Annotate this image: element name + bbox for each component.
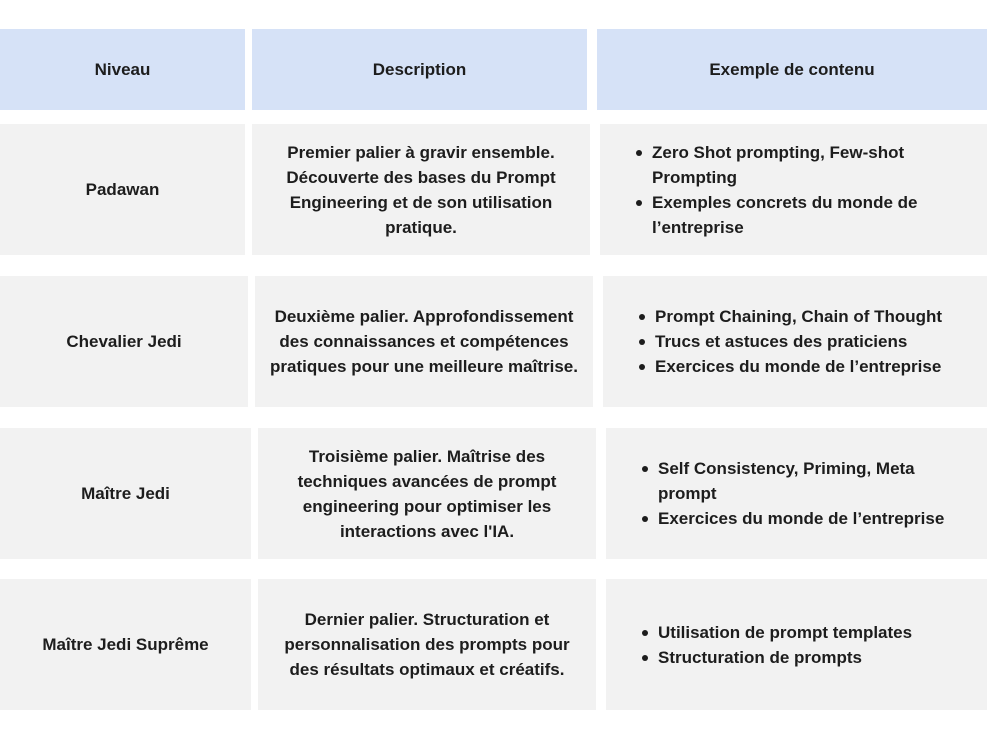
row-2-level bbox=[0, 276, 248, 407]
list-item: Structuration de prompts bbox=[606, 645, 987, 670]
row-1-description bbox=[252, 124, 590, 255]
header-example-label: Exemple de contenu bbox=[709, 60, 875, 79]
header-level-label: Niveau bbox=[94, 60, 151, 79]
list-item: Exercices du monde de l’entreprise bbox=[606, 506, 987, 531]
examples-list bbox=[606, 456, 987, 531]
description-text: Troisième palier. Maîtrise des techniques avancées de prompt engineering pour optimiser les interactions avec l'IA. bbox=[297, 446, 557, 541]
header-level bbox=[0, 29, 245, 110]
row-4-level bbox=[0, 579, 251, 710]
row-4-description bbox=[258, 579, 596, 710]
row-2-examples bbox=[603, 276, 987, 407]
list-item: Utilisation de prompt templates bbox=[606, 620, 987, 645]
description-text: Deuxième palier. Approfondissement des connaissances et compétences pratiques pour une meilleure maîtrise. bbox=[270, 307, 578, 376]
examples-list bbox=[600, 140, 987, 240]
row-3-examples bbox=[606, 428, 987, 559]
row-1-examples bbox=[600, 124, 987, 255]
level-name: Maître Jedi Suprême bbox=[42, 635, 209, 654]
examples-list bbox=[606, 620, 987, 670]
list-item: Trucs et astuces des praticiens bbox=[603, 329, 987, 354]
row-3-level bbox=[0, 428, 251, 559]
row-1-level bbox=[0, 124, 245, 255]
header-description-label: Description bbox=[372, 60, 467, 79]
examples-list bbox=[603, 304, 987, 379]
level-name: Padawan bbox=[85, 180, 160, 199]
level-name: Maître Jedi bbox=[81, 484, 170, 503]
description-text: Dernier palier. Structuration et personnalisation des prompts pour des résultats optimaux et créatifs. bbox=[284, 610, 570, 679]
list-item: Zero Shot prompting, Few-shot Prompting bbox=[600, 140, 987, 190]
header-description bbox=[252, 29, 587, 110]
header-example bbox=[597, 29, 987, 110]
list-item: Self Consistency, Priming, Meta prompt bbox=[606, 456, 987, 506]
description-text: Premier palier à gravir ensemble. Découverte des bases du Prompt Engineering et de son utilisation pratique. bbox=[286, 142, 556, 237]
list-item: Exemples concrets du monde de l’entreprise bbox=[600, 190, 987, 240]
list-item: Exercices du monde de l’entreprise bbox=[603, 354, 987, 379]
row-4-examples bbox=[606, 579, 987, 710]
row-3-description bbox=[258, 428, 596, 559]
level-name: Chevalier Jedi bbox=[66, 332, 182, 351]
list-item: Prompt Chaining, Chain of Thought bbox=[603, 304, 987, 329]
row-2-description bbox=[255, 276, 593, 407]
